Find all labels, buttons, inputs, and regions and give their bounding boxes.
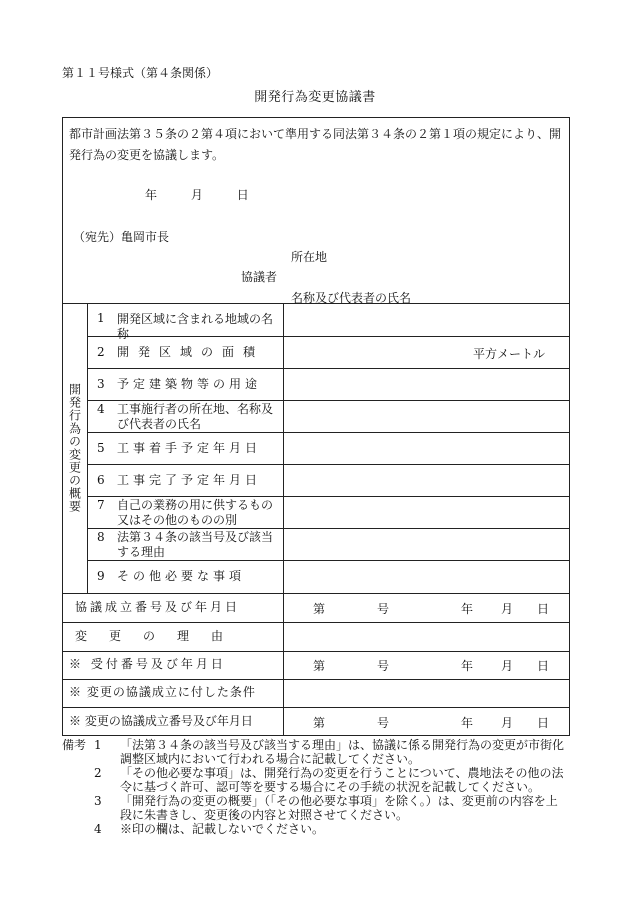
row-rule <box>87 528 569 529</box>
row-rule <box>63 679 569 680</box>
applicant-label: 協議者 <box>241 270 278 284</box>
item-number: 3 <box>97 377 105 391</box>
form-number: 第１１号様式（第４条関係） <box>62 66 219 80</box>
item-number: 1 <box>97 311 105 325</box>
row-rule <box>87 368 569 369</box>
row-rule <box>87 496 569 497</box>
note-text: 「法第３４条の該当号及び該当する理由」は、協議に係る開発行為の変更が市街化調整区域内において行われる場合に記載してください。 <box>120 738 565 766</box>
change-reason-label: 変更の理由 <box>75 629 246 643</box>
date-day-label: 日 <box>236 188 249 202</box>
note-text: 「その他必要な事項」は、開発行為の変更を行うことについて、農地法その他の法令に基づく許可、認可等を要する場合にその手続の状況を記載してください。 <box>120 766 564 794</box>
receipt-number-label: ※ 受付番号及び年月日 <box>69 657 226 671</box>
day-label: 日 <box>537 716 550 730</box>
item-label-area-size: 開発区域の面積 <box>117 345 265 359</box>
preamble-text: 都市計画法第３５条の２第４項において準用する同法第３４条の２第１項の規定により、開発行為の変更を協議します。 <box>69 127 562 162</box>
note-number: 4 <box>94 822 102 836</box>
item-label-start-date: 工事着手予定年月日 <box>117 441 262 455</box>
go-label: 号 <box>377 659 390 673</box>
note-number: 1 <box>94 738 102 752</box>
item-label-contractor: 工事施行者の所在地、名称及び代表者の氏名 <box>117 402 274 431</box>
table-top-rule <box>63 303 569 304</box>
item-label-completion-date: 工事完了予定年月日 <box>117 473 262 487</box>
row-rule <box>63 707 569 708</box>
overview-heading-text: 開発行為の変更の概要 <box>67 383 82 513</box>
heading-column-rule <box>87 303 88 593</box>
date-month-label: 月 <box>190 188 203 202</box>
row-rule <box>63 622 569 623</box>
item-label-other-matters: その他必要な事項 <box>117 569 246 583</box>
item-number: 2 <box>97 345 105 359</box>
year-label: 年 <box>461 659 474 673</box>
document-title: 開発行為変更協議書 <box>254 90 376 105</box>
year-label: 年 <box>461 716 474 730</box>
item-number: 7 <box>97 498 105 512</box>
notes-heading: 備考 <box>62 738 87 752</box>
representative-label: 名称及び代表者の氏名 <box>291 291 412 305</box>
item-number: 4 <box>97 402 105 416</box>
row-rule <box>87 560 569 561</box>
row-rule <box>87 464 569 465</box>
change-agreement-number-label: ※ 変更の協議成立番号及び年月日 <box>69 714 253 728</box>
item-number: 9 <box>97 569 105 583</box>
row-rule <box>63 651 569 652</box>
note-number: 2 <box>94 766 102 780</box>
submission-date <box>145 186 279 203</box>
year-label: 年 <box>461 602 474 616</box>
form-frame <box>62 117 570 736</box>
row-rule <box>63 593 569 594</box>
area-unit-label: 平方メートル <box>473 347 546 361</box>
go-label: 号 <box>377 716 390 730</box>
note-text: ※印の欄は、記載しないでください。 <box>120 822 325 836</box>
row-rule <box>87 400 569 401</box>
month-label: 月 <box>501 659 514 673</box>
go-label: 号 <box>377 602 390 616</box>
note-number: 3 <box>94 794 102 808</box>
row-rule <box>87 432 569 433</box>
item-label-area-name: 開発区域に含まれる地域の名称 <box>117 312 274 341</box>
day-label: 日 <box>537 659 550 673</box>
overview-heading <box>63 303 87 593</box>
agreement-number-label: 協議成立番号及び年月日 <box>75 600 241 614</box>
item-number: 6 <box>97 473 105 487</box>
dai-label: 第 <box>313 602 326 616</box>
item-label-article34-reason: 法第３４条の該当号及び該当する理由 <box>117 530 274 559</box>
month-label: 月 <box>501 716 514 730</box>
date-year-label: 年 <box>145 188 158 202</box>
agreement-conditions-label: ※ 変更の協議成立に付した条件 <box>69 685 256 699</box>
addressee: （宛先）亀岡市長 <box>73 230 170 244</box>
note-text: 「開発行為の変更の概要」（「その他必要な事項」を除く。）は、変更前の内容を上段に朱書きし、変更後の内容と対照させてください。 <box>120 794 558 822</box>
item-number: 5 <box>97 441 105 455</box>
item-label-building-use: 予定建築物等の用途 <box>117 377 262 391</box>
dai-label: 第 <box>313 716 326 730</box>
item-label-business-use: 自己の業務の用に供するもの又はその他のものの別 <box>117 498 274 527</box>
dai-label: 第 <box>313 659 326 673</box>
item-number: 8 <box>97 530 105 544</box>
month-label: 月 <box>501 602 514 616</box>
day-label: 日 <box>537 602 550 616</box>
location-label: 所在地 <box>291 250 328 264</box>
